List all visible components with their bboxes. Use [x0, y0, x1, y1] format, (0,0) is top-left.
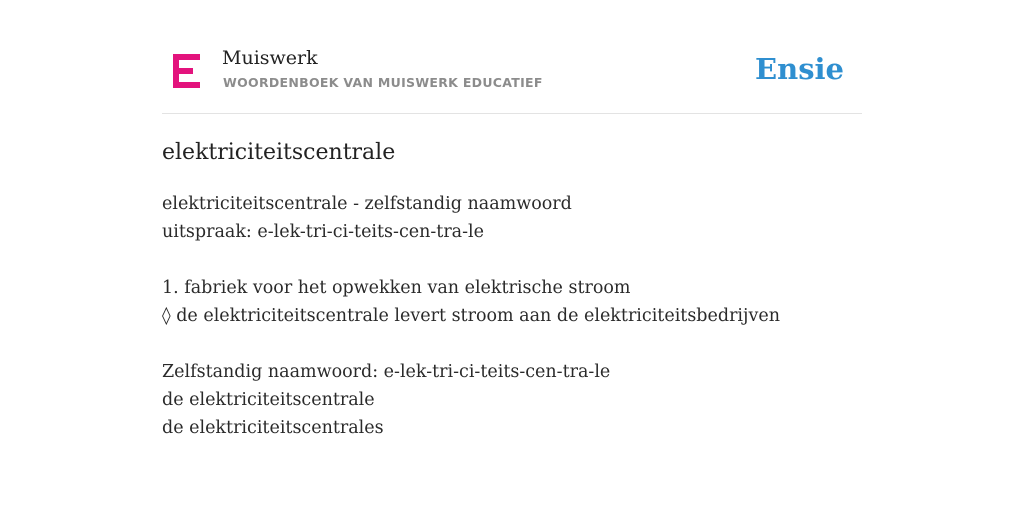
spacer: [162, 246, 862, 274]
entry-card: [162, 0, 862, 438]
logo-bar-top: [173, 54, 200, 60]
singular-form: de elektriciteitscentrale: [162, 390, 375, 410]
grammar-heading: Zelfstandig naamwoord: e-lek-tri-ci-teits-cen-tra-le: [162, 362, 611, 382]
spacer: [162, 330, 862, 358]
muiswerk-logo-icon[interactable]: [173, 54, 200, 88]
brand-name[interactable]: Muiswerk: [222, 47, 318, 69]
example: ◊ de elektriciteitscentrale levert stroom aan de elektriciteitsbedrijven: [162, 306, 780, 326]
ensie-logo-link[interactable]: Ensie: [755, 52, 844, 86]
definition-line: elektriciteitscentrale - zelfstandig naamwoord: [162, 194, 572, 214]
logo-bar-bottom: [173, 82, 200, 88]
plural-form: de elektriciteitscentrales: [162, 418, 384, 438]
logo-bar-middle: [173, 68, 193, 74]
pronunciation: uitspraak: e-lek-tri-ci-teits-cen-tra-le: [162, 222, 484, 242]
header: [162, 0, 862, 114]
meaning: 1. fabriek voor het opwekken van elektrische stroom: [162, 278, 631, 298]
entry-body: [162, 190, 862, 442]
brand-subtitle: WOORDENBOEK VAN MUISWERK EDUCATIEF: [223, 75, 543, 90]
entry-title: elektriciteitscentrale: [162, 140, 396, 165]
